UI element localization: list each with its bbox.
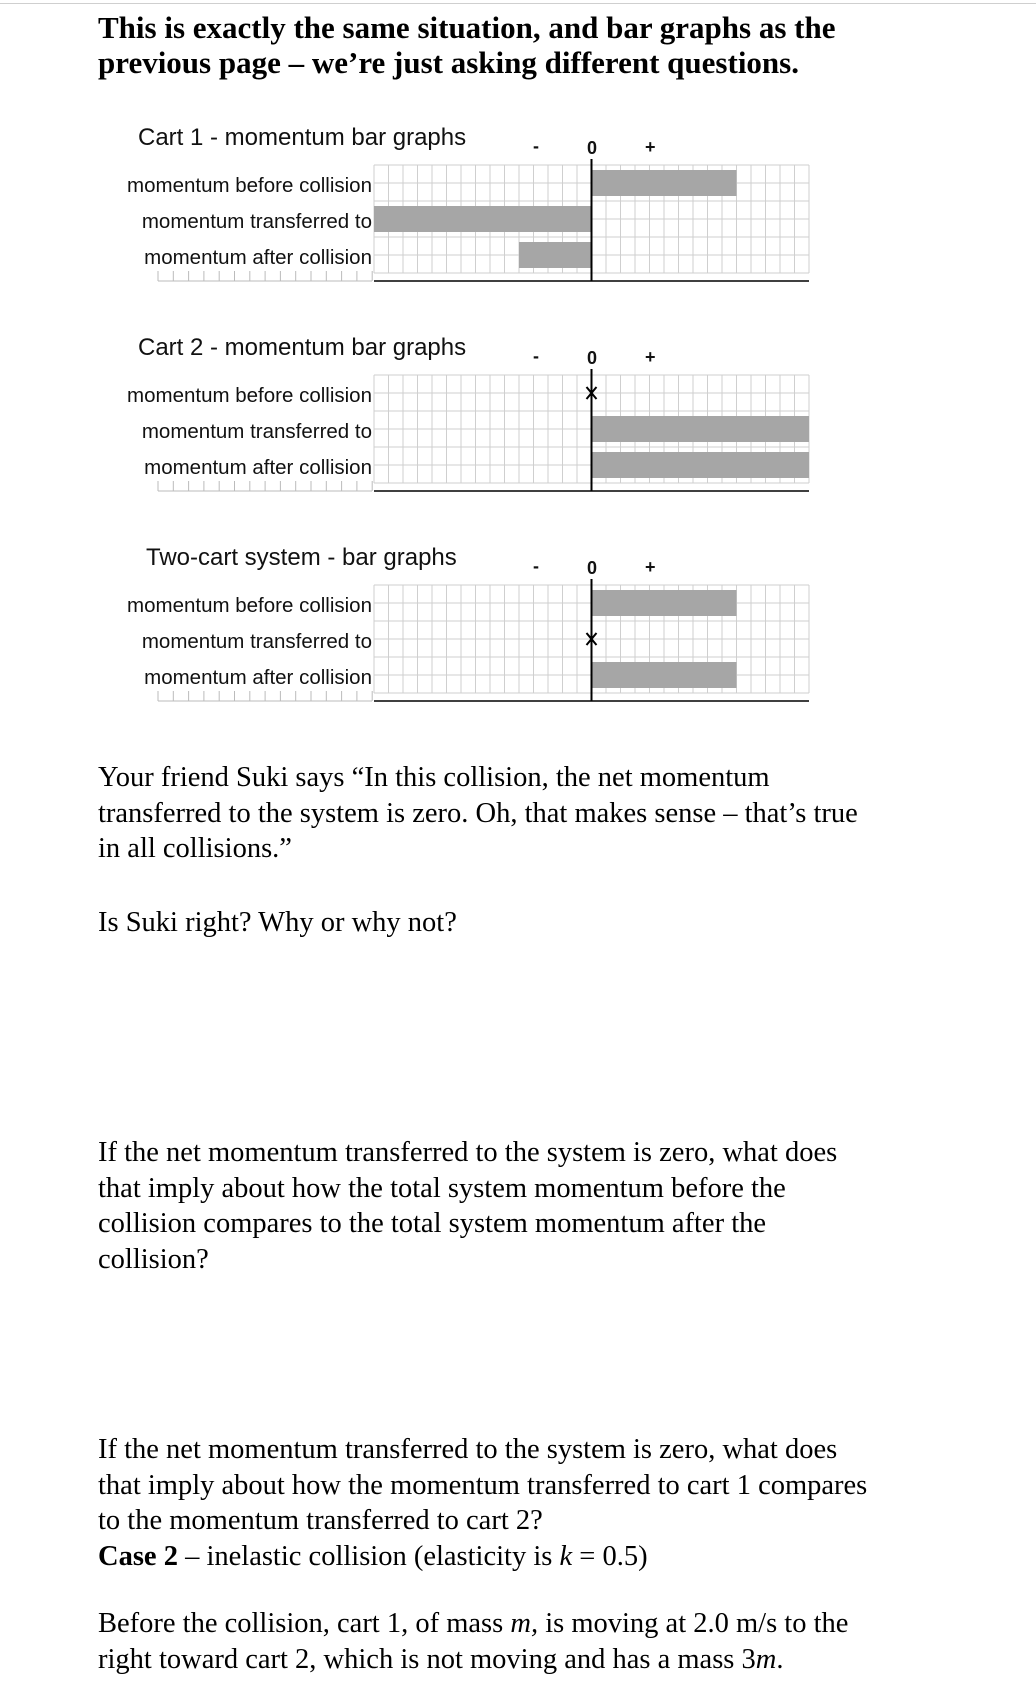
- bar-grid: [0, 530, 1036, 720]
- axis-zero-label: 0: [587, 558, 598, 578]
- suki-line-1: Your friend Suki says “In this collision, the net momentum: [98, 762, 770, 793]
- axis-zero-label: 0: [587, 138, 598, 158]
- axis-minus-label: -: [533, 556, 539, 576]
- bar-before: [592, 170, 737, 196]
- page-heading: [98, 10, 998, 80]
- bar-grid: [0, 320, 1036, 510]
- row-label-transferred: momentum transferred to: [141, 630, 372, 653]
- q2-line-1: If the net momentum transferred to the system is zero, what does: [98, 1137, 838, 1168]
- question-3: [98, 1432, 978, 1574]
- answer-space-2[interactable]: [98, 1285, 978, 1425]
- axis-plus-label: +: [645, 557, 656, 577]
- bar-after: [592, 452, 810, 478]
- bar-after: [592, 662, 737, 688]
- top-divider: [0, 3, 1036, 4]
- q3-line-1: If the net momentum transferred to the system is zero, what does: [98, 1434, 838, 1465]
- row-label-before: momentum before collision: [127, 384, 372, 407]
- answer-space-1[interactable]: [98, 950, 978, 1125]
- before-line-1-pre: Before the collision, cart 1, of mass: [98, 1608, 511, 1639]
- chart-title: Cart 1 - momentum bar graphs: [138, 124, 467, 151]
- system-chart: [0, 530, 1036, 720]
- q2-line-3: collision compares to the total system momentum after the: [98, 1208, 767, 1239]
- axis-minus-label: -: [533, 136, 539, 156]
- row-label-after: momentum after collision: [144, 246, 372, 269]
- case-2-k: k: [559, 1540, 573, 1572]
- q3-line-2: that imply about how the momentum transferred to cart 1 compares: [98, 1469, 868, 1501]
- q2-line-4: collision?: [98, 1243, 209, 1275]
- case-2-text-pre: – inelastic collision (elasticity is: [177, 1540, 560, 1572]
- row-label-before: momentum before collision: [127, 594, 372, 617]
- cart1-chart: [0, 110, 1036, 300]
- bar-transferred: [592, 416, 810, 442]
- suki-line-2: transferred to the system is zero. Oh, that makes sense – that’s true: [98, 797, 858, 829]
- row-label-before: momentum before collision: [127, 174, 372, 197]
- mass-m2: m: [755, 1643, 777, 1675]
- bar-after: [519, 242, 592, 268]
- case-2-heading: [98, 1539, 978, 1575]
- before-line-2-post: .: [776, 1643, 784, 1675]
- bar-grid: [0, 110, 1036, 300]
- question-2: [98, 1135, 978, 1277]
- heading-line-2: previous page – we’re just asking different questions.: [98, 45, 799, 80]
- question-1: Is Suki right? Why or why not?: [98, 907, 457, 938]
- row-label-after: momentum after collision: [144, 666, 372, 689]
- before-line-1-post: is moving at 2.0 m/s to the: [538, 1608, 849, 1639]
- bar-transferred: [374, 206, 592, 232]
- axis-minus-label: -: [533, 346, 539, 366]
- axis-plus-label: +: [645, 347, 656, 367]
- chart-title: Cart 2 - momentum bar graphs: [138, 334, 467, 361]
- row-label-after: momentum after collision: [144, 456, 372, 479]
- heading-line-1: This is exactly the same situation, and bar graphs as the: [98, 10, 836, 45]
- row-label-transferred: momentum transferred to: [141, 210, 372, 233]
- case-2-bold: Case 2: [98, 1540, 178, 1572]
- before-line-1: [98, 1606, 978, 1642]
- mass-m1: m,: [510, 1608, 539, 1639]
- case-2-text-post: = 0.5): [572, 1540, 648, 1572]
- suki-statement: [98, 760, 978, 867]
- cart2-chart: [0, 320, 1036, 510]
- before-line-2: [98, 1642, 978, 1678]
- axis-zero-label: 0: [587, 348, 598, 368]
- chart-title: Two-cart system - bar graphs: [146, 544, 457, 571]
- axis-plus-label: +: [645, 137, 656, 157]
- before-line-2-pre: right toward cart 2, which is not moving and has a mass 3: [98, 1643, 756, 1675]
- case-2-description: [98, 1606, 978, 1677]
- bar-before: [592, 590, 737, 616]
- q2-line-2: that imply about how the total system momentum before the: [98, 1172, 786, 1204]
- q3-line-3: to the momentum transferred to cart 2?: [98, 1505, 543, 1536]
- suki-line-3: in all collisions.”: [98, 833, 292, 864]
- row-label-transferred: momentum transferred to: [141, 420, 372, 443]
